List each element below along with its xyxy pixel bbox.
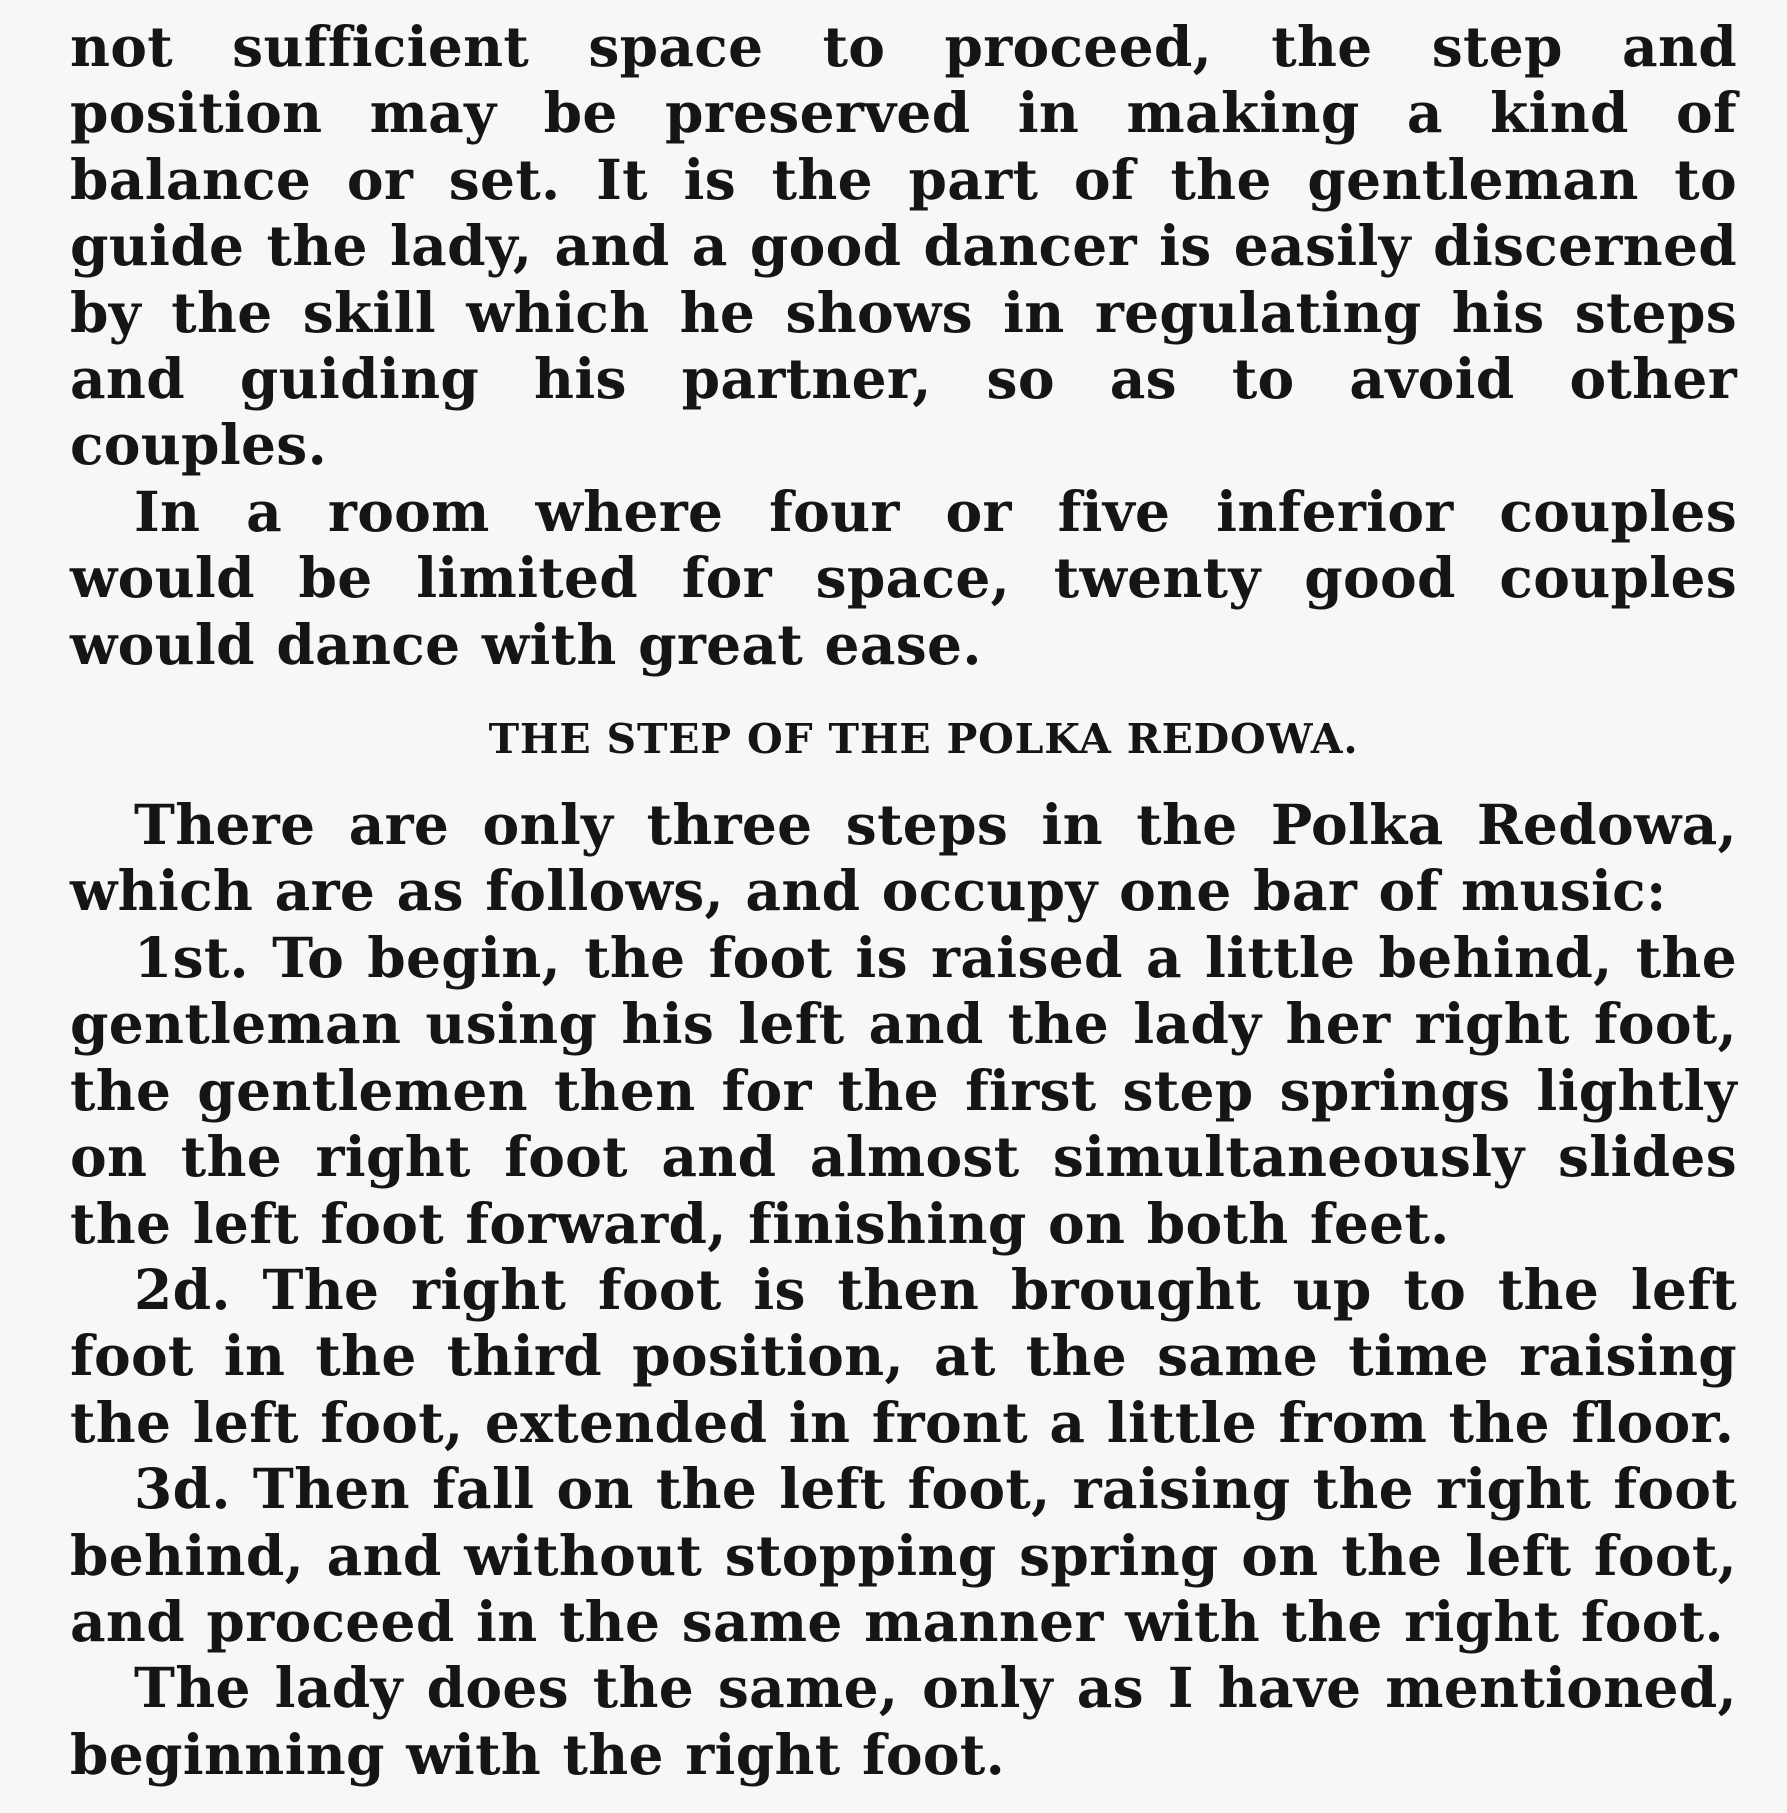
section-heading: THE STEP OF THE POLKA REDOWA. xyxy=(488,715,1359,764)
paragraph-step-3: 3d. Then fall on the left foot, raising the right foot behind, and without stopping spring on the left foot, and proceed in the same manner with the right foot. xyxy=(70,1456,1737,1654)
paragraph-room-couples: In a room where four or five inferior couples would be limited for space, twenty good couples would dance with great ease. xyxy=(70,478,1737,677)
paragraph-step-1: 1st. To begin, the foot is raised a little behind, the gentleman using his left and the lady her right foot, the gentlemen then for the first step springs lightly on the right foot and almost simultaneously slides the left foot forward, finishing on both feet. xyxy=(70,924,1737,1256)
paragraph-lady-note: The lady does the same, only as I have mentioned, beginning with the right foot. xyxy=(70,1655,1737,1787)
paragraph-continuation: not sufficient space to proceed, the step and position may be preserved in making a kind of balance or set. It is the part of the gentleman to guide the lady, and a good dancer is easily discerned by the skill which he shows in regulating his steps and guiding his partner, so as to avoid other couples. xyxy=(70,14,1737,478)
paragraph-three-steps: There are only three steps in the Polka Redowa, which are as follows, and occupy one bar of music: xyxy=(70,792,1737,924)
paragraph-step-2: 2d. The right foot is then brought up to the left foot in the third position, at the same time raising the left foot, extended in front a little from the floor. xyxy=(70,1256,1737,1455)
